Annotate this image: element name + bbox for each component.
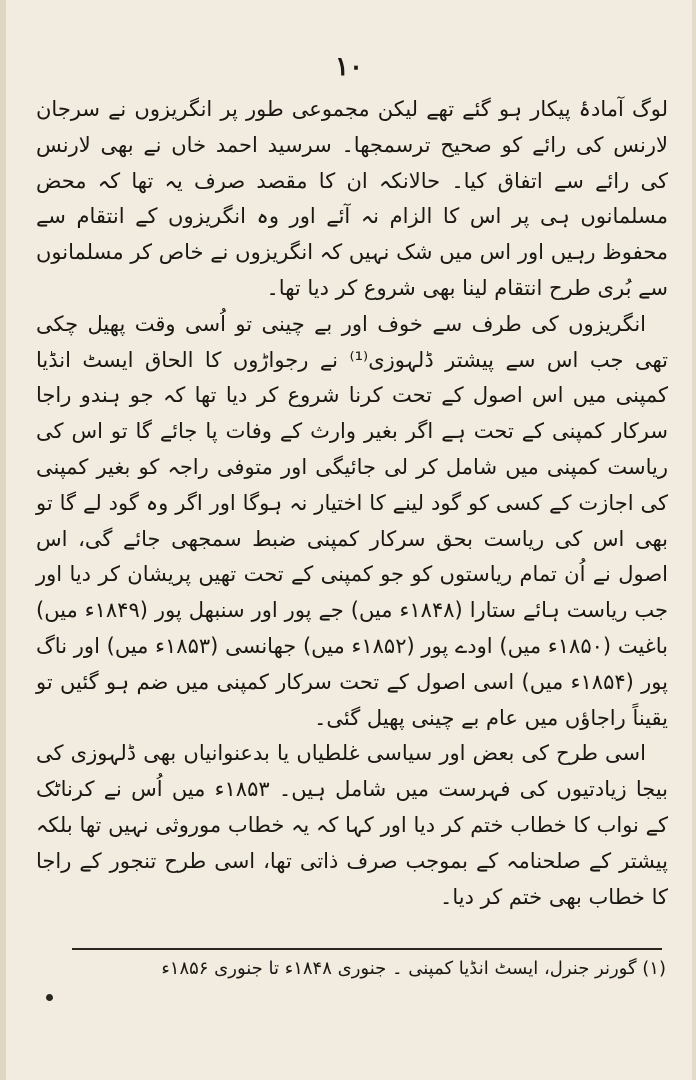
page-number: ۱۰ [335, 52, 363, 82]
ink-dot-mark [46, 994, 53, 1001]
paragraph-1: لوگ آمادۂ پیکار ہو گئے تھے لیکن مجموعی طور پر انگریزوں نے سرجان لارنس کی رائے کو صحیح ترسمجھا۔ سرسید احمد خاں نے بھی لارنس کی رائے سے اتفاق کیا۔ حالانکہ ان کا مقصد صرف یہ تھا کہ محض مسلمانوں ہی پر اس کا الزام نہ آئے اور وہ انگریزوں کے انتقام سے محفوظ رہیں اور اس میں شک نہیں کہ انگریزوں نے خاص کر مسلمانوں سے بُری طرح انتقام لینا بھی شروع کر دیا تھا۔ [36, 97, 668, 300]
footnote: (۱) گورنر جنرل، ایسٹ انڈیا کمپنی ۔ جنوری ۱۸۴۸ء تا جنوری ۱۸۵۶ء [161, 958, 666, 979]
footnote-divider [72, 948, 662, 950]
body-text [36, 92, 668, 915]
paragraph-3: اسی طرح کی بعض اور سیاسی غلطیاں یا بدعنوانیاں بھی ڈلہوزی کی بیجا زیادتیوں کی فہرست میں شامل ہیں۔ ۱۸۵۳ء میں اُس نے کرناٹک کے نواب کا خطاب ختم کر دیا اور کہا کہ یہ خطاب موروثی نہیں تھا بلکہ پیشتر کے صلحنامہ کے بموجب صرف ذاتی تھا، اسی طرح تنجور کے راجا کا خطاب بھی ختم کر دیا۔ [36, 741, 669, 909]
paragraph-2: انگریزوں کی طرف سے خوف اور بے چینی تو اُسی وقت پھیل چکی تھی جب اس سے پیشتر ڈلہوزی⁽¹⁾ نے رجواڑوں کا الحاق ایسٹ انڈیا کمپنی میں اس اصول کے تحت کرنا شروع کر دیا تھا کہ جو ہندو راجا سرکار کمپنی کے تحت ہے اگر بغیر وارث کے وفات پا جائے گا تو اس کی ریاست کمپنی میں شامل کر لی جائیگی اور متوفی راجہ کو بغیر کمپنی کی اجازت کے کسی کو گود لینے کا اختیار نہ ہوگا اور اگر وہ گود لے گا تو بھی اس کی ریاست بحق سرکار کمپنی ضبط سمجھی جائے گی، اس اصول نے اُن تمام ریاستوں کو جو کمپنی کے تحت تھیں پریشان کر دیا اور جب ریاست ہائے ستارا (۱۸۴۸ء میں) جے پور اور سنبھل پور (۱۸۴۹ء میں) باغیت (۱۸۵۰ء میں) اودے پور (۱۸۵۲ء میں) جھانسی (۱۸۵۳ء میں) اور ناگ پور (۱۸۵۴ء میں) اسی اصول کے تحت سرکار کمپنی میں ضم ہو گئیں تو یقیناً راجاؤں میں عام بے چینی پھیل گئی۔ [36, 311, 669, 730]
